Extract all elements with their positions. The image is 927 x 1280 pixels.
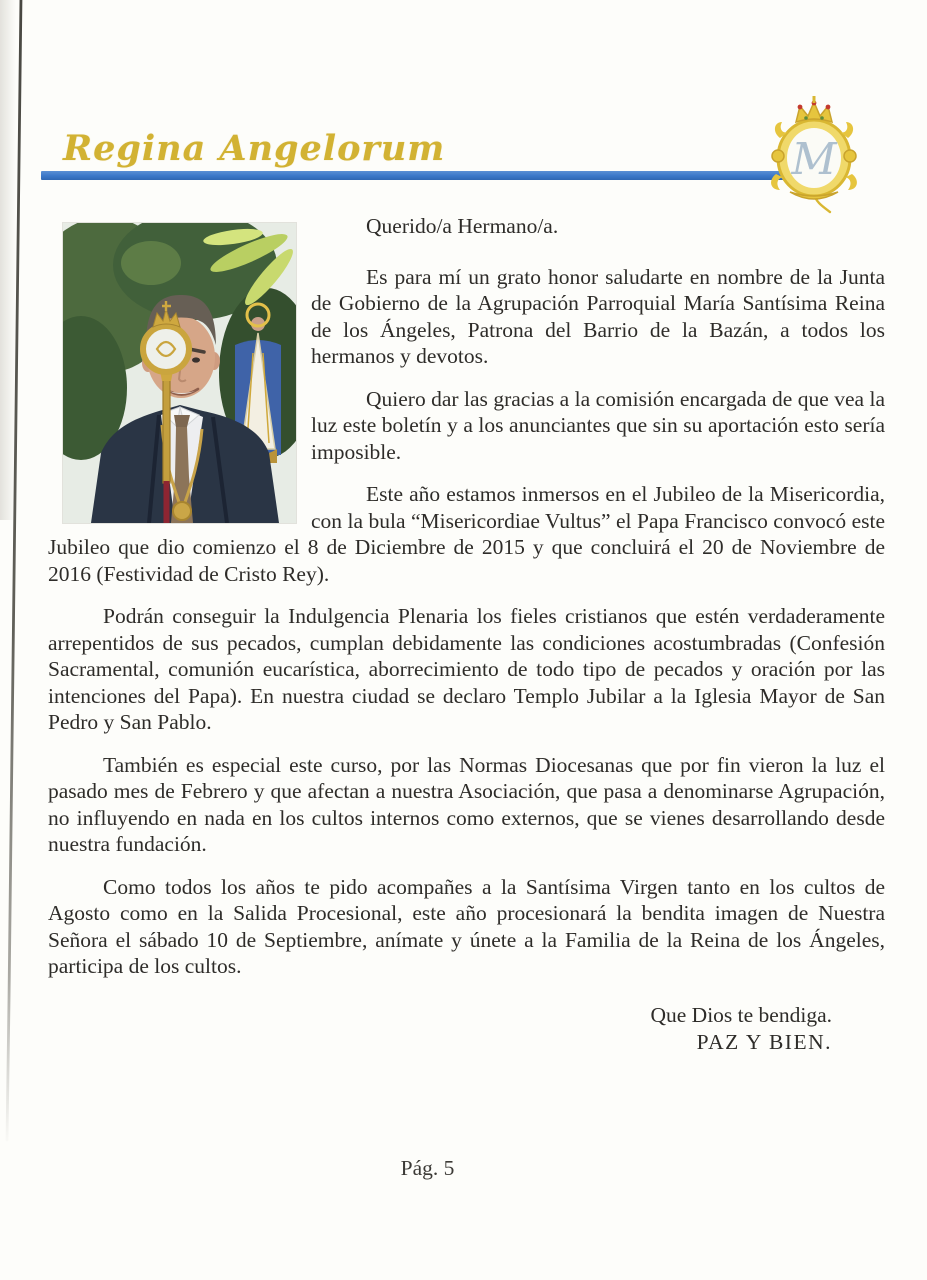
page-number: Pág. 5 [400,1156,455,1180]
paragraph: Quiero dar las gracias a la comisión encargada de que vea la luz este boletín y a los anunciantes que sin su aportación esto sería imposible. [311,386,885,464]
page-title: Regina Angelorum [63,128,446,169]
paragraph: Este año estamos inmersos en el Jubileo de la Misericordia, con la bula “Misericordiae Vultus” el Papa Francisco convocó este Jubileo que dio comienzo el 8 de Diciembre de 2015 y que concluirá el 20 de Noviembre de 2016 (Festividad de Cristo Rey). [48,482,885,586]
paragraph: Es para mí un grato honor saludarte en nombre de la Junta de Gobierno de la Agrupación Parroquial María Santísima Reina de los Ángeles, Patrona del Barrio de la Bazán, a todos los hermanos y devotos. [311,264,885,368]
closing-blessing: Que Dios te bendiga. [650,1002,832,1027]
paragraph: Como todos los años te pido acompañes a la Santísima Virgen tanto en los cultos de Agosto como en la Salida Procesional, este año procesionará la bendita imagen de Nuestra Señora el sábado 10 de Septiembre, anímate y únete a la Familia de la Reina de los Ángeles, participa de los cultos. [48,874,885,978]
salutation: Querido/a Hermano/a. [366,214,559,238]
paragraph: También es especial este curso, por las Normas Diocesanas que por fin vieron la luz el pasado mes de Febrero y que afectan a nuestra Asociación, que pasa a denominarse Agrupación, no influyendo en nada en los cultos internos como externos, que se vienes desarrollando desde nuestra fundación. [48,752,885,856]
header-rule [41,171,789,180]
closing-motto: PAZ Y BIEN. [696,1030,832,1054]
marian-crest-icon [756,96,872,214]
paragraph: Podrán conseguir la Indulgencia Plenaria los fieles cristianos que estén verdaderamente arrepentidos de sus pecados, cumplan debidamente las condiciones acostumbradas (Confesión Sacramental, comunión eucarística, aborrecimiento de todo tipo de pecados y oración por las intenciones del Papa). En nuestra ciudad se declaro Templo Jubilar a la Iglesia Mayor de San Pedro y San Pablo. [48,604,885,734]
portrait-illustration [63,223,296,523]
svg-text:M: M [791,134,837,185]
portrait-photo [62,222,297,524]
letter-body [48,213,885,1057]
closing-block [48,1002,885,1057]
